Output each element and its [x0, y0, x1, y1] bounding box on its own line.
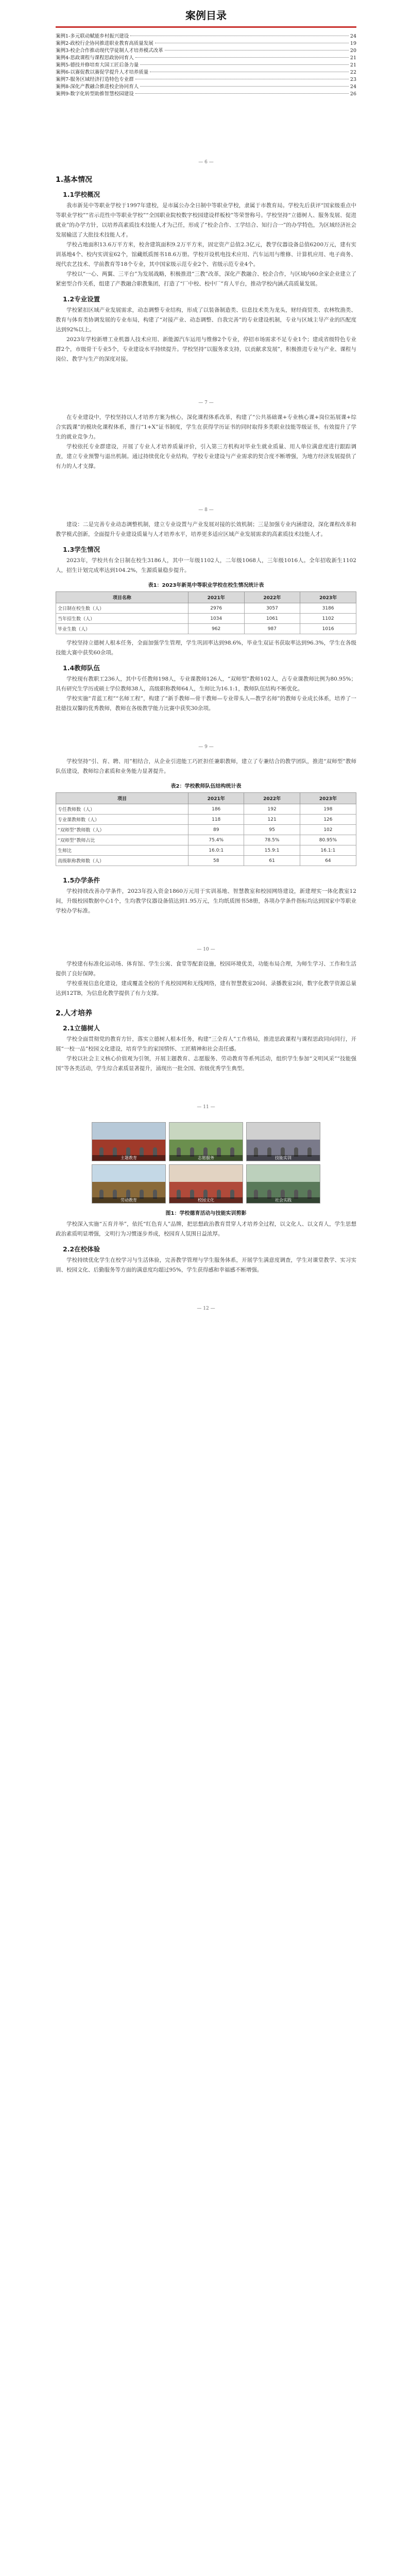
paragraph: 建设：二是完善专业动态调整机制，建立专业设置与产业发展对接的长效机制；三是加强专业内涵建设，深化课程改革和教学模式创新，全面提升专业建设质量与人才培养水平，培养更多适应区域产业发展需求的高素质技术技能人才。 — [56, 521, 356, 537]
toc-leader — [135, 57, 349, 58]
paragraph: 2023年学校新增工业机器人技术应用、新能源汽车运用与维修2个专业，停招市场需求不足专业1个；建成省级特色专业群2个，市级骨干专业5个，专业建设水平持续提升。学校坚持“以服务求支持，以贡献求发展”，积极推进专业与产业、课程与岗位、教学与生产的深度对接。 — [56, 336, 356, 362]
subsection-heading: 1.3学生情况 — [63, 546, 100, 553]
paragraph: 在专业建设中，学校坚持以人才培养方案为核心，深化课程体系改革，构建了“公共基础课+专业核心课+岗位拓展课+综合实践课”的模块化课程体系，推行“1+X”证书制度，学生在获得学历证书的同时取得多类职业技能等级证书，有效提升了学生的就业竞争力。 — [56, 414, 356, 440]
table-cell: 专任教师数（人） — [56, 804, 188, 815]
table-cell: 962 — [188, 624, 244, 634]
table-cell: 1034 — [188, 614, 244, 624]
activity-photo — [169, 1164, 243, 1204]
page-number: — 6 — — [198, 160, 214, 165]
photo-background — [169, 1165, 243, 1182]
toc-item[interactable] — [56, 55, 356, 62]
page-number: — 12 — — [197, 1306, 215, 1311]
toc-item-page: 22 — [350, 70, 356, 75]
table-cell: 192 — [244, 804, 300, 815]
toc-leader — [140, 64, 349, 65]
table-cell: 15.9:1 — [244, 845, 300, 856]
table-header-cell: 项目 — [56, 793, 188, 804]
photo-label: 主题教育 — [92, 1155, 165, 1161]
table-row — [56, 856, 356, 866]
table-cell: 全日制在校生数（人） — [56, 603, 188, 614]
table-cell: “双师型”教师占比 — [56, 835, 188, 845]
paragraph: 学校全面贯彻党的教育方针，落实立德树人根本任务，构建“三全育人”工作格局，推进思政课程与课程思政同向同行，开展“一校一品”校园文化建设，培育学生的家国情怀、工匠精神和社会责任感。 — [56, 1036, 356, 1052]
activity-photo — [92, 1164, 166, 1204]
paragraph: 学校持续改善办学条件，2023年投入资金1860万元用于实训基地、智慧教室和校园网络建设，新建理实一体化教室12间，升级校园数据中心1个，生均教学仪器设备值达到1.95万元，生均纸质图书58册，各项办学条件指标均达到国家中等职业学校办学标准。 — [56, 888, 356, 914]
table-cell: 987 — [244, 624, 300, 634]
table-row — [56, 815, 356, 825]
toc-list — [56, 33, 356, 98]
photo-background — [247, 1165, 320, 1182]
toc-item-page: 24 — [350, 84, 356, 90]
paragraph: 学校以“一心、两翼、三平台”为发展战略，积极推进“三教”改革，深化产教融合、校企合作，与区域内60余家企业建立了紧密型合作关系，组建了产教融合职教集团，打造了“厂中校、校中厂”育人平台，推动学校内涵式高质量发展。 — [56, 271, 356, 287]
paragraph: 2023年，学校共有全日制在校生3186人，其中一年级1102人，二年级1068人，三年级1016人。全年招收新生1102人，招生计划完成率达到104.2%，生源质量稳步提升。 — [56, 557, 356, 573]
table-cell: 高级职称教师数（人） — [56, 856, 188, 866]
table-caption: 表2：学校教师队伍结构统计表 — [170, 784, 242, 789]
paragraph: 学校依托专业群建设，开展了专业人才培养质量评价，引入第三方机构对毕业生就业质量、用人单位满意度进行跟踪调查，建立专业预警与退出机制。通过持续优化专业结构，学校专业建设与产业需求的契合度不断增强，为地方经济发展提供了有力的人才支撑。 — [56, 444, 356, 469]
toc-item-page: 20 — [350, 48, 356, 54]
table-cell: 1016 — [300, 624, 356, 634]
figure-caption: 图1：学校德育活动与技能实训剪影 — [165, 1211, 247, 1216]
toc-item[interactable] — [56, 83, 356, 91]
subsection-heading: 1.5办学条件 — [63, 876, 100, 884]
page-number: — 9 — — [198, 744, 214, 750]
paragraph: 学校深入实施“五育并举”，依托“红色育人”品牌，把思想政治教育贯穿人才培养全过程，以文化人、以文育人，学生思想政治素质明显增强，文明行为习惯逐步养成，校园育人氛围日益浓厚。 — [56, 1221, 356, 1237]
toc-item-title: 案例9-数字化转型助推智慧校园建设 — [56, 91, 134, 97]
activity-photo — [92, 1122, 166, 1161]
table-cell: 95 — [244, 825, 300, 835]
table-cell: 毕业生数（人） — [56, 624, 188, 634]
table-cell: 64 — [300, 856, 356, 866]
table-cell: 1102 — [300, 614, 356, 624]
toc-leader — [135, 93, 349, 94]
paragraph: 学校重视信息化建设，建成覆盖全校的千兆校园网和无线网络，建有智慧教室20间、录播教室2间，数字化教学资源总量达到12TB，为信息化教学提供了有力支撑。 — [56, 980, 356, 996]
table-cell: 198 — [300, 804, 356, 815]
student-stats-table — [56, 591, 356, 634]
table-cell: 3057 — [244, 603, 300, 614]
table-header-cell: 2022年 — [244, 592, 300, 603]
paragraph: 学校建有标准化运动场、体育馆、学生公寓、食堂等配套设施，校园环境优美，功能布局合理，为师生学习、工作和生活提供了良好保障。 — [56, 961, 356, 977]
activity-photo — [246, 1122, 320, 1161]
photo-label: 志愿服务 — [169, 1155, 243, 1161]
table-cell: 61 — [244, 856, 300, 866]
subsection-heading: 2.1立德树人 — [63, 1024, 100, 1032]
table-cell: 121 — [244, 815, 300, 825]
toc-item-page: 23 — [350, 77, 356, 82]
activity-photo — [246, 1164, 320, 1204]
toc-item-title: 案例8-深化产教融合推进校企协同育人 — [56, 84, 139, 90]
page-number: — 11 — — [197, 1105, 215, 1110]
page-number: — 8 — — [198, 507, 214, 513]
paragraph: 学校持续优化学生在校学习与生活体验，完善教学管理与学生服务体系，开展学生满意度调查，学生对课堂教学、实习实训、校园文化、后勤服务等方面的满意度均超过95%，学生获得感和幸福感不断增强。 — [56, 1257, 356, 1273]
table-cell: 89 — [188, 825, 244, 835]
photo-label: 技能实训 — [247, 1155, 320, 1161]
table-header-cell: 2021年 — [188, 793, 244, 804]
paragraph: 学校坚持“引、育、聘、用”相结合，从企业引进能工巧匠担任兼职教师，建立了专兼结合的教学团队，推进“双师型”教师队伍建设，教师综合素质和业务能力显著提升。 — [56, 758, 356, 774]
table-header-cell: 2021年 — [188, 592, 244, 603]
table-row — [56, 835, 356, 845]
table-row — [56, 603, 356, 614]
section-heading: 2.人才培养 — [56, 1009, 93, 1018]
toc-item-page: 19 — [350, 41, 356, 46]
toc-item[interactable] — [56, 91, 356, 98]
table-cell: 3186 — [300, 603, 356, 614]
toc-item[interactable] — [56, 40, 356, 47]
toc-item-page: 21 — [350, 55, 356, 61]
photo-background — [169, 1123, 243, 1140]
paragraph: 学校以社会主义核心价值观为引领，开展主题教育、志愿服务、劳动教育等系列活动，组织学生参加“文明风采”“技能强国”等各类活动，学生综合素质显著提升，涌现出一批全国、省级优秀学生典型。 — [56, 1056, 356, 1072]
table-cell: “双师型”教师数（人） — [56, 825, 188, 835]
toc-item-title: 案例3-校企合作推动现代学徒制人才培养模式改革 — [56, 48, 163, 54]
table-cell: 80.95% — [300, 835, 356, 845]
toc-item-page: 24 — [350, 33, 356, 39]
toc-item[interactable] — [56, 47, 356, 55]
subsection-heading: 1.2专业设置 — [63, 295, 100, 303]
toc-item-page: 26 — [350, 91, 356, 97]
toc-title: 案例目录 — [185, 9, 227, 22]
toc-item-title: 案例7-服务区域经济打造特色专业群 — [56, 77, 134, 82]
photo-label: 校园文化 — [169, 1197, 243, 1203]
table-cell: 126 — [300, 815, 356, 825]
table-cell: 1061 — [244, 614, 300, 624]
table-cell: 当年招生数（人） — [56, 614, 188, 624]
toc-item-title: 案例2-政校行企协同推进职业教育高质量发展 — [56, 41, 153, 46]
table-cell: 16.0:1 — [188, 845, 244, 856]
paragraph: 学校实施“青蓝工程”“名师工程”，构建了“新手教师—骨干教师—专业带头人—教学名师”的教师专业成长体系，培养了一批德技双馨的优秀教师，教师在各级教学能力比赛中获奖30余项。 — [56, 696, 356, 711]
table-row — [56, 825, 356, 835]
subsection-heading: 2.2在校体验 — [63, 1245, 100, 1253]
photo-grid — [56, 1122, 356, 1204]
table-cell: 186 — [188, 804, 244, 815]
table-header-cell: 项目名称 — [56, 592, 188, 603]
toc-item-title: 案例6-以赛促教以赛促学提升人才培养质量 — [56, 70, 149, 75]
table-cell: 生师比 — [56, 845, 188, 856]
table-caption: 表1：2023年新晃中等职业学校在校生情况统计表 — [148, 583, 264, 588]
table-cell: 75.4% — [188, 835, 244, 845]
toc-item-page: 21 — [350, 62, 356, 68]
subsection-heading: 1.4教师队伍 — [63, 664, 100, 672]
table-cell: 16.1:1 — [300, 845, 356, 856]
table-cell: 58 — [188, 856, 244, 866]
activity-photo — [169, 1122, 243, 1161]
subsection-heading: 1.1学校概况 — [63, 191, 100, 198]
teacher-stats-table — [56, 792, 356, 866]
paragraph: 学校现有教职工236人，其中专任教师198人，专业课教师126人，“双师型”教师102人，占专业课教师比例为80.95%；具有研究生学历或硕士学位教师38人，高级职称教师64人，生师比为16.1:1，教师队伍结构不断优化。 — [56, 676, 356, 692]
table-cell: 102 — [300, 825, 356, 835]
table-row — [56, 804, 356, 815]
toc-divider — [56, 26, 356, 28]
toc-item-title: 案例1-多元联动赋能乡村振兴建设 — [56, 33, 129, 39]
photo-label: 劳动教育 — [92, 1197, 165, 1203]
table-row — [56, 845, 356, 856]
table-cell: 78.5% — [244, 835, 300, 845]
paragraph: 学校占地面积13.6万平方米，校舍建筑面积9.2万平方米，固定资产总值2.3亿元，教学仪器设备总值6200万元，建有实训基地4个、校内实训室62个，馆藏纸质图书18.6万册。学校开设机电技术应用、汽车运用与维修、计算机应用、电子商务、现代农艺技术、学前教育等18个专业，其中国家级示范专业2个、省级示范专业4个。 — [56, 242, 356, 267]
page-number: — 7 — — [198, 400, 214, 405]
paragraph: 我市新晃中等职业学校于1997年建校，是市属公办全日制中等职业学校，隶属于市教育局。学校先后获评“国家级重点中等职业学校”“省示范性中等职业学校”“全国职业院校数字校园建设样板校”等荣誉称号。学校坚持“立德树人、服务发展、促进就业”的办学方针，以培养高素质技术技能人才为己任，形成了“校企合作、工学结合、知行合一”的办学特色，为区域经济社会发展输送了大批技术技能人才。 — [56, 202, 356, 238]
toc-leader — [140, 86, 349, 87]
table-cell: 专业课教师数（人） — [56, 815, 188, 825]
toc-item-title: 案例5-德技并修培育大国工匠后备力量 — [56, 62, 139, 68]
toc-item[interactable] — [56, 69, 356, 76]
toc-item[interactable] — [56, 33, 356, 40]
table-cell: 118 — [188, 815, 244, 825]
table-header-cell: 2023年 — [300, 793, 356, 804]
table-header-cell: 2023年 — [300, 592, 356, 603]
page-number: — 10 — — [197, 947, 215, 952]
photo-label: 社会实践 — [247, 1197, 320, 1203]
toc-item-title: 案例4-思政课程与课程思政协同育人 — [56, 55, 134, 61]
photo-background — [247, 1123, 320, 1140]
paragraph: 学校紧扣区域产业发展需求，动态调整专业结构，形成了以装备制造类、信息技术类为龙头，财经商贸类、农林牧渔类、教育与体育类协调发展的专业布局，构建了“对接产业、动态调整、自我完善”的专业建设机制，专业与区域主导产业的匹配度达到92%以上。 — [56, 307, 356, 333]
table-row — [56, 624, 356, 634]
table-header-cell: 2022年 — [244, 793, 300, 804]
table-cell: 2976 — [188, 603, 244, 614]
paragraph: 学校坚持立德树人根本任务，全面加强学生管理，学生巩固率达到98.6%，毕业生双证书获取率达到96.3%，学生在各级技能大赛中获奖60余项。 — [56, 640, 356, 656]
toc-item[interactable] — [56, 62, 356, 69]
photo-background — [92, 1123, 165, 1140]
table-row — [56, 614, 356, 624]
section-heading: 1.基本情况 — [56, 176, 93, 184]
toc-item[interactable] — [56, 76, 356, 83]
photo-background — [92, 1165, 165, 1182]
